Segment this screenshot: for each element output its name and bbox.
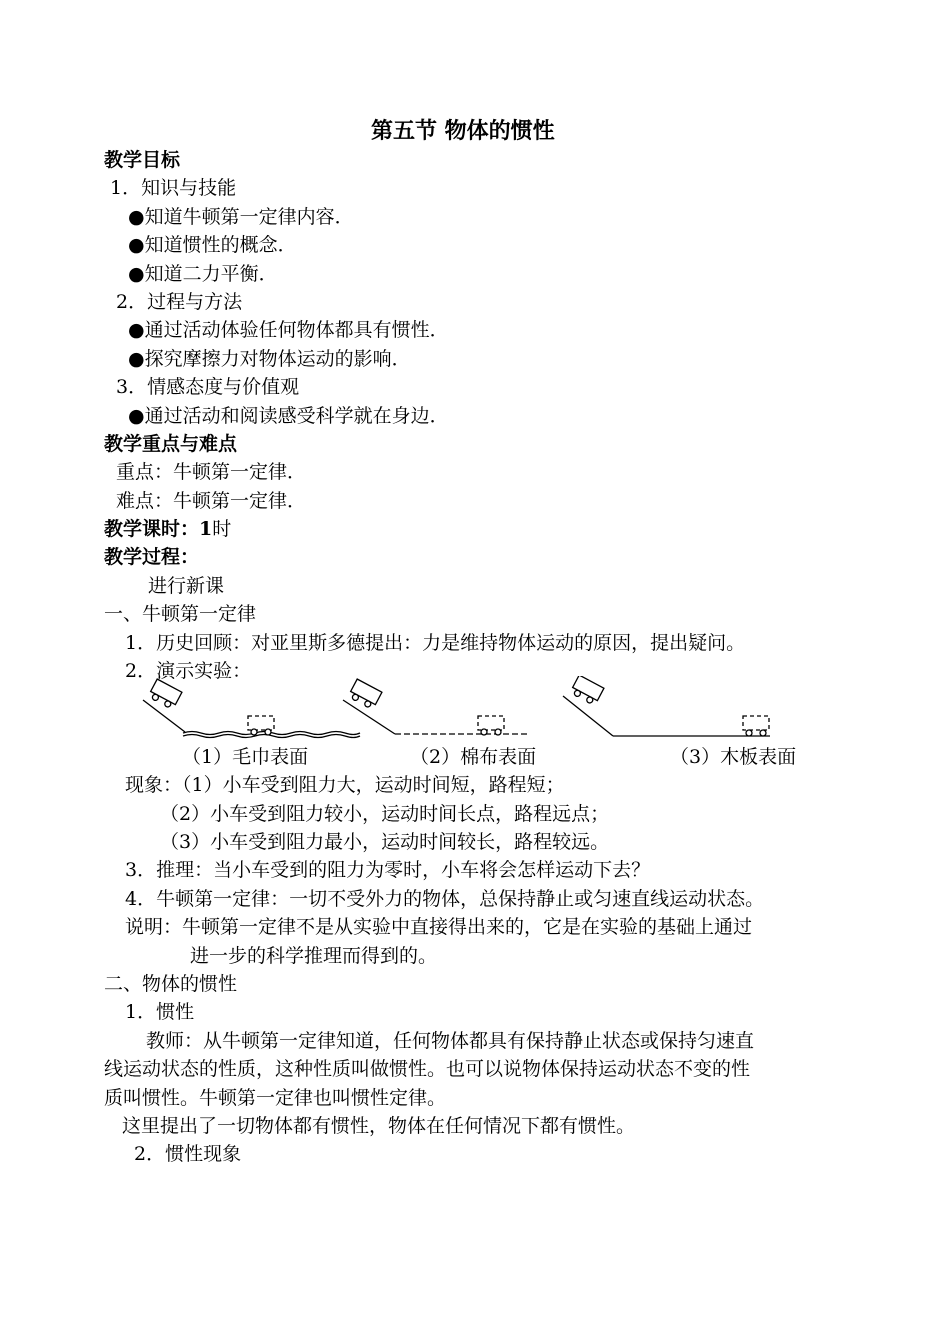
towel-surface-setup: [143, 679, 360, 737]
period-value: 1: [199, 518, 213, 540]
inertia-paragraph: 线运动状态的性质，这种性质叫做惯性。也可以说物体保持运动状态不变的性: [104, 1058, 751, 1080]
page-title: 第五节 物体的惯性: [371, 118, 555, 144]
phenomenon-3: （3）小车受到阻力最小，运动时间较长，路程较远。: [160, 831, 610, 853]
part1-heading: 一、牛顿第一定律: [104, 603, 257, 625]
goals-subheading-process: 2．过程与方法: [116, 291, 243, 313]
cart-stop-outline: [248, 716, 274, 730]
period-unit: 时: [212, 518, 232, 540]
goals-subheading-knowledge: 1．知识与技能: [110, 177, 237, 199]
part2-heading: 二、物体的惯性: [104, 973, 238, 995]
goals-subheading-attitude: 3．情感态度与价值观: [116, 376, 300, 398]
cart-icon: [148, 679, 182, 710]
newton-first-law: 4．牛顿第一定律：一切不受外力的物体，总保持静止或匀速直线运动状态。: [125, 888, 765, 910]
history-review: 1．历史回顾：对亚里斯多德提出：力是维持物体运动的原因，提出疑问。: [125, 632, 746, 654]
phenomenon-1: 现象：（1）小车受到阻力大，运动时间短，路程短；: [125, 774, 565, 796]
figure-caption-wood: （3）木板表面: [670, 746, 797, 768]
goals-heading: 教学目标: [104, 149, 181, 171]
cart-stop-outline: [743, 716, 769, 730]
inertia-note: 这里提出了一切物体都有惯性，物体在任何情况下都有惯性。: [122, 1115, 636, 1137]
reasoning: 3．推理：当小车受到的阻力为零时，小车将会怎样运动下去？: [125, 859, 651, 881]
period-label: 教学课时：: [104, 518, 200, 540]
demo-label: 2．演示实验：: [125, 660, 252, 682]
inertia-paragraph: 教师：从牛顿第一定律知道，任何物体都具有保持静止状态或保持匀速直: [146, 1030, 755, 1052]
goal-item: ●知道牛顿第一定律内容．: [128, 206, 354, 228]
figure-caption-cotton: （2）棉布表面: [410, 746, 537, 768]
goal-item: ●通过活动体验任何物体都具有惯性．: [128, 319, 449, 341]
difficult-point: 难点：牛顿第一定律．: [116, 490, 307, 512]
teaching-period: [104, 516, 231, 542]
figure-caption-towel: （1）毛巾表面: [182, 746, 309, 768]
goal-item: ●知道惯性的概念．: [128, 234, 297, 256]
law-note: 说明：牛顿第一定律不是从实验中直接得出来的，它是在实验的基础上通过: [125, 916, 753, 938]
inertia-subheading: 1．惯性: [125, 1001, 195, 1023]
keypoints-heading: 教学重点与难点: [104, 433, 238, 455]
cart-stop-outline: [478, 716, 504, 730]
process-intro: 进行新课: [148, 575, 225, 597]
experiment-figure: [135, 676, 815, 742]
process-heading: 教学过程：: [104, 546, 200, 568]
cart-icon: [570, 676, 604, 706]
law-note-continued: 进一步的科学推理而得到的。: [190, 945, 438, 967]
wood-surface-setup: [563, 676, 770, 736]
phenomenon-2: （2）小车受到阻力较小，运动时间长点，路程远点；: [160, 803, 610, 825]
inertia-paragraph: 质叫惯性。牛顿第一定律也叫惯性定律。: [104, 1087, 447, 1109]
key-point: 重点：牛顿第一定律．: [116, 461, 307, 483]
inertia-phenomena-subheading: 2．惯性现象: [134, 1143, 242, 1165]
cotton-surface-setup: [343, 679, 530, 735]
goal-item: ●知道二力平衡．: [128, 263, 278, 285]
goal-item: ●通过活动和阅读感受科学就在身边．: [128, 405, 449, 427]
goal-item: ●探究摩擦力对物体运动的影响．: [128, 348, 411, 370]
cart-icon: [348, 679, 382, 710]
